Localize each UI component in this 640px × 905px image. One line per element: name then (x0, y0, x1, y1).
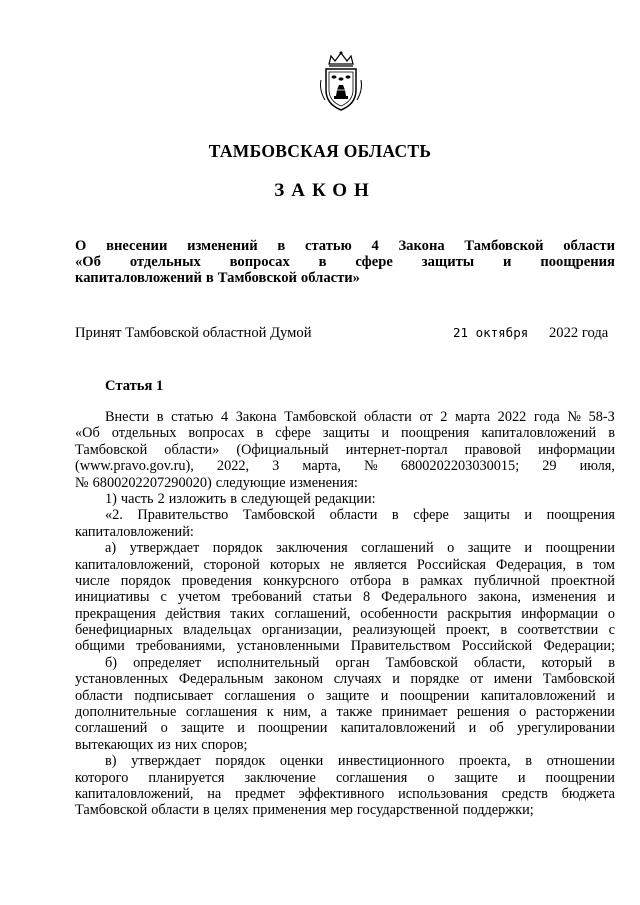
body-line: а) утверждает порядок заключения соглашений о защите и поощрении (105, 540, 615, 557)
body-line: инициативы с учетом требований статьи 8 Федерального закона, изменения и (75, 589, 615, 606)
title-line: капиталовложений в Тамбовской области» (75, 270, 360, 286)
coat-of-arms-icon (317, 50, 365, 112)
body-line: области подписывает соглашения о защите и поощрении капиталовложений и (75, 687, 615, 704)
body-line: в) утверждает порядок оценки инвестиционного проекта, в отношении (105, 753, 615, 770)
title-line: «Об отдельных вопросах в сфере защиты и поощрения (75, 254, 615, 270)
article-heading: Статья 1 (105, 378, 164, 394)
law-title (75, 238, 615, 286)
body-line: числе порядок проведения конкурсного отбора в рамках публичной проектной (75, 572, 615, 589)
body-line: «Об отдельных вопросах в сфере защиты и поощрения капиталовложений в (75, 425, 615, 442)
region-title: ТАМБОВСКАЯ ОБЛАСТЬ (208, 141, 432, 161)
article-body (75, 409, 615, 819)
body-line: бенефициарных владельцах организации, реализующей проект, в соответствии с (75, 622, 615, 639)
adoption-year: 2022 года (549, 325, 609, 341)
body-line: Внести в статью 4 Закона Тамбовской области от 2 марта 2022 года № 58-З (105, 409, 615, 425)
body-line: капиталовложений: (75, 523, 194, 540)
body-line: капиталовложений, стороной которых не является Российская Федерация, в том (75, 556, 615, 573)
adoption-line (75, 325, 615, 342)
body-line: Тамбовской области в целях применения мер государственной поддержки; (75, 802, 534, 819)
body-line: соглашений о защите и поощрении капиталовложений и об урегулировании (75, 720, 615, 737)
body-line: общими требованиями, установленными Правительством Российской Федерации; (75, 638, 615, 655)
body-line: вытекающих из них споров; (75, 736, 248, 753)
body-line: дополнительные соглашения к ним, а также принимает решения о расторжении (75, 704, 615, 721)
body-line: Тамбовской области» (Официальный интернет-портал правовой информации (75, 441, 615, 458)
adopted-by: Принят Тамбовской областной Думой (75, 325, 312, 341)
body-line: капиталовложений, на предмет эффективного использования средств бюджета (75, 785, 615, 802)
body-line: № 6800202207290020) следующие изменения: (75, 474, 358, 491)
title-line: О внесении изменений в статью 4 Закона Тамбовской области (75, 238, 615, 254)
body-line: 1) часть 2 изложить в следующей редакции: (105, 490, 376, 507)
body-line: б) определяет исполнительный орган Тамбовской области, который в (105, 654, 615, 671)
body-line: «2. Правительство Тамбовской области в сфере защиты и поощрения (105, 507, 615, 524)
body-line: которого планируется заключение соглашения о защите и поощрении (75, 769, 615, 786)
body-line: прекращения действия таких соглашений, особенности раскрытия информации о (75, 605, 615, 622)
document-type: ЗАКОН (274, 180, 376, 201)
adoption-date: 21 октября (453, 325, 529, 340)
body-line: установленных Федеральным законом случаях и порядке от имени Тамбовской (75, 671, 615, 688)
body-line: (www.pravo.gov.ru), 2022, 3 марта, № 6800202203030015; 29 июля, (75, 458, 615, 475)
